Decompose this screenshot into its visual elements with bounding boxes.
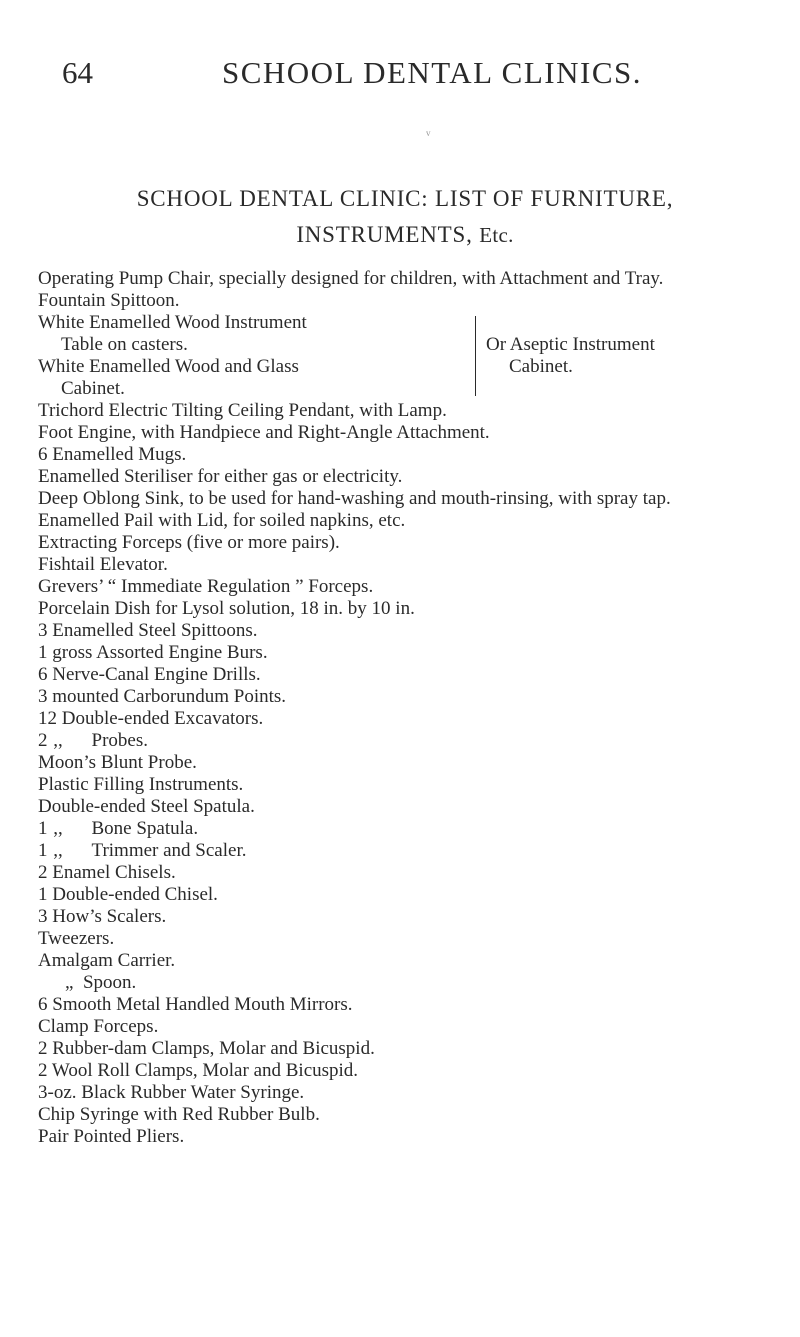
list-item-spittoon: Fountain Spittoon. <box>38 290 180 311</box>
heading-instruments: INSTRUMENTS, <box>296 222 473 247</box>
option-cabinet-line1: White Enamelled Wood and Glass <box>38 356 299 377</box>
trimmer-qty: 1 <box>38 840 48 861</box>
list-item-wool-roll: 2 Wool Roll Clamps, Molar and Bicuspid. <box>38 1060 359 1081</box>
list-item-drills: 6 Nerve-Canal Engine Drills. <box>38 664 261 685</box>
cabinet-options-left <box>38 312 468 400</box>
list-item-probes <box>38 730 778 752</box>
list-item-rubber-dam: 2 Rubber-dam Clamps, Molar and Bicuspid. <box>38 1038 375 1059</box>
list-item-foot-engine: Foot Engine, with Handpiece and Right-Angle Attachment. <box>38 422 490 443</box>
list-item-spoon <box>38 972 778 994</box>
list-item-bone-spatula <box>38 818 778 840</box>
list-item-mugs: 6 Enamelled Mugs. <box>38 444 187 465</box>
alternative-line1: Or Aseptic Instrument <box>486 334 655 355</box>
ditto-mark: ,, <box>53 730 63 751</box>
page-number: 64 <box>62 55 93 90</box>
list-item-chair: Operating Pump Chair, specially designed for children, with Attachment and Tray. <box>38 268 664 289</box>
cabinet-alternative <box>486 334 786 378</box>
list-item-fishtail: Fishtail Elevator. <box>38 554 168 575</box>
heading-etc: Etc. <box>479 223 514 247</box>
list-item-sink: Deep Oblong Sink, to be used for hand-washing and mouth-rinsing, with spray tap. <box>38 488 671 509</box>
list-item-grevers: Grevers’ “ Immediate Regulation ” Forceps. <box>38 576 374 597</box>
list-item-steriliser: Enamelled Steriliser for either gas or electricity. <box>38 466 403 487</box>
list-item-pendant: Trichord Electric Tilting Ceiling Pendant, with Lamp. <box>38 400 447 421</box>
trimmer-name: Trimmer and Scaler. <box>91 840 247 861</box>
probes-qty: 2 <box>38 730 48 751</box>
list-item-chisels: 2 Enamel Chisels. <box>38 862 176 883</box>
option-cabinet-line2: Cabinet. <box>61 378 125 399</box>
list-item-porcelain: Porcelain Dish for Lysol solution, 18 in. by 10 in. <box>38 598 415 619</box>
alternative-line2: Cabinet. <box>509 356 573 377</box>
furniture-list <box>38 268 778 1148</box>
list-item-spittoons: 3 Enamelled Steel Spittoons. <box>38 620 258 641</box>
list-heading <box>30 182 780 252</box>
list-item-pliers: Pair Pointed Pliers. <box>38 1126 185 1147</box>
running-title: SCHOOL DENTAL CLINICS. <box>221 55 642 90</box>
option-table-line1: White Enamelled Wood Instrument <box>38 312 307 333</box>
spoon-name: Spoon. <box>82 972 137 993</box>
list-item-excavators: 12 Double-ended Excavators. <box>38 708 264 729</box>
list-item-hows-scalers: 3 How’s Scalers. <box>38 906 167 927</box>
list-item-chip-syringe: Chip Syringe with Red Rubber Bulb. <box>38 1104 320 1125</box>
heading-line-2 <box>30 218 780 252</box>
running-head <box>62 55 742 95</box>
list-item-tweezers: Tweezers. <box>38 928 115 949</box>
list-item-water-syringe: 3-oz. Black Rubber Water Syringe. <box>38 1082 305 1103</box>
brace-mark <box>475 316 482 396</box>
ditto-mark: ,, <box>53 818 63 839</box>
list-item-moons-probe: Moon’s Blunt Probe. <box>38 752 197 773</box>
cabinet-options-group <box>38 312 778 400</box>
list-item-plastic: Plastic Filling Instruments. <box>38 774 244 795</box>
option-table-line2: Table on casters. <box>61 334 188 355</box>
list-item-steel-spatula: Double-ended Steel Spatula. <box>38 796 255 817</box>
bone-qty: 1 <box>38 818 48 839</box>
list-item-double-chisel: 1 Double-ended Chisel. <box>38 884 218 905</box>
list-item-clamp-forceps: Clamp Forceps. <box>38 1016 159 1037</box>
heading-line-1: SCHOOL DENTAL CLINIC: LIST OF FURNITURE, <box>136 186 674 211</box>
list-item-extracting-forceps: Extracting Forceps (five or more pairs). <box>38 532 340 553</box>
list-item-trimmer <box>38 840 778 862</box>
list-item-mirrors: 6 Smooth Metal Handled Mouth Mirrors. <box>38 994 353 1015</box>
list-item-carborundum: 3 mounted Carborundum Points. <box>38 686 287 707</box>
stray-mark: v <box>426 128 431 138</box>
list-item-amalgam: Amalgam Carrier. <box>38 950 176 971</box>
ditto-mark: ,, <box>53 840 63 861</box>
list-item-burs: 1 gross Assorted Engine Burs. <box>38 642 268 663</box>
ditto-mark: „ <box>65 972 74 993</box>
probes-name: Probes. <box>91 730 148 751</box>
bone-name: Bone Spatula. <box>91 818 199 839</box>
list-item-pail: Enamelled Pail with Lid, for soiled napkins, etc. <box>38 510 406 531</box>
